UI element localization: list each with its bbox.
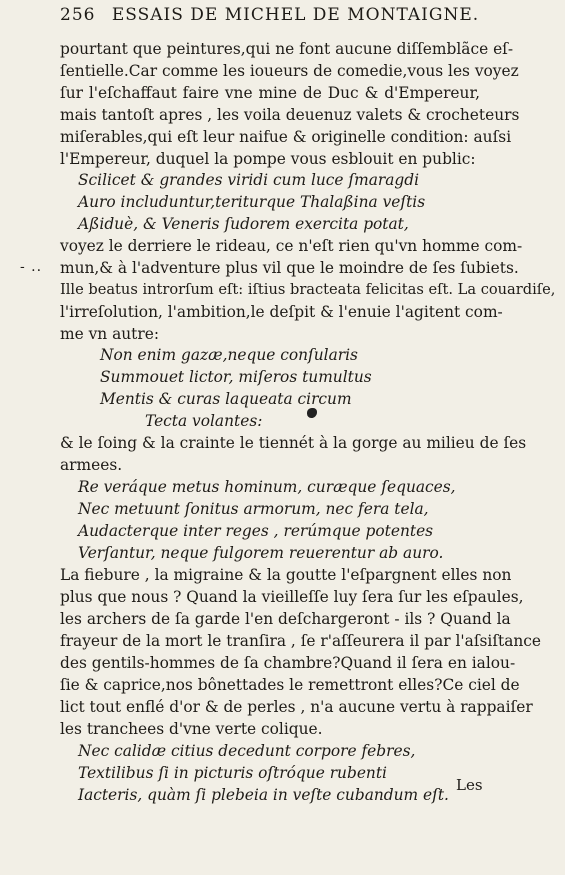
text-line: & le ſoing & la crainte le tiennét à la gorge au milieu de ſes	[60, 434, 527, 452]
verse-line: Re veráque metus hominum, curæque ſequaces,	[78, 478, 456, 496]
verse-line: Nec calidæ citius decedunt corpore febres,	[78, 742, 416, 760]
text-line: mun,& à l'adventure plus vil que le moindre de ſes ſubiets.	[60, 259, 519, 277]
text-line: me vn autre:	[60, 325, 160, 343]
catchword: Les	[456, 776, 483, 794]
text-line: armees.	[60, 456, 123, 474]
text-line: La fiebure , la migraine & la goutte l'eſpargnent elles non	[60, 566, 512, 584]
verse-line: Nec metuunt ſonitus armorum, nec fera tela,	[78, 500, 429, 518]
text-line: l'Empereur, duquel la pompe vous esblouit en public:	[60, 150, 476, 168]
verse-line: Mentis & curas laqueata circum	[100, 390, 352, 408]
text-line: l'irreſolution, l'ambition,le deſpit & l'enuie l'agitent com-	[60, 303, 503, 321]
text-line: des gentils-hommes de ſa chambre?Quand il ſera en ialou-	[60, 654, 516, 672]
text-line: les tranchees d'vne verte colique.	[60, 720, 323, 738]
text-line: frayeur de la mort le tranſira , ſe r'aſſeurera il par l'aſsiſtance	[60, 632, 542, 650]
text-line: les archers de ſa garde l'en deſchargeront - ils ? Quand la	[60, 610, 511, 628]
text-line: plus que nous ? Quand la vieilleſſe luy ſera ſur les eſpaules,	[60, 588, 524, 606]
verse-line: Summouet lictor, miſeros tumultus	[100, 368, 372, 386]
text-line: ſur l'eſchaffaut faire vne mine de Duc & d'Empereur,	[60, 84, 480, 102]
verse-line: Audacterque inter reges , rerúmque potentes	[78, 522, 434, 540]
verse-line: Auro includuntur,teriturque Thalaßina veſtis	[78, 193, 426, 211]
page-number: 256	[60, 5, 96, 25]
text-line: ſie & caprice,nos bônettades le remettront elles?Ce ciel de	[60, 676, 520, 694]
text-line: lict tout enflé d'or & de perles , n'a aucune vertu à rappaiſer	[60, 698, 533, 716]
running-header	[60, 5, 479, 25]
verse-line: Scilicet & grandes viridi cum luce ſmaragdi	[78, 171, 420, 189]
verse-line: Tecta volantes:	[145, 412, 263, 430]
text-line: mais tantoſt apres , les voila deuenuz valets & crocheteurs	[60, 106, 520, 124]
verse-line: Non enim gazæ,neque conſularis	[100, 346, 358, 364]
text-line: Ille beatus introrſum eſt: iſtius bracteata felicitas eſt. La couardiſe,	[60, 281, 556, 298]
text-line: voyez le derriere le rideau, ce n'eſt rien qu'vn homme com-	[60, 237, 523, 255]
verse-line: Verſantur, neque fulgorem reuerentur ab auro.	[78, 544, 444, 562]
text-line: miſerables,qui eſt leur naifue & originelle condition: auſsi	[60, 128, 512, 146]
text-line: pourtant que peintures,qui ne font aucune diſſemblãce eſ-	[60, 40, 514, 58]
verse-line: Aßiduè, & Veneris ſudorem exercita potat,	[78, 215, 409, 233]
text-line: ſentielle.Car comme les ioueurs de comedie,vous les voyez	[60, 62, 519, 80]
running-title: ESSAIS DE MICHEL DE MONTAIGNE.	[111, 5, 480, 25]
verse-line: Textilibus ſi in picturis oſtróque rubenti	[78, 764, 387, 782]
verse-line: Iacteris, quàm ſi plebeia in veſte cubandum eſt.	[78, 786, 449, 804]
margin-mark: - ..	[20, 259, 43, 275]
